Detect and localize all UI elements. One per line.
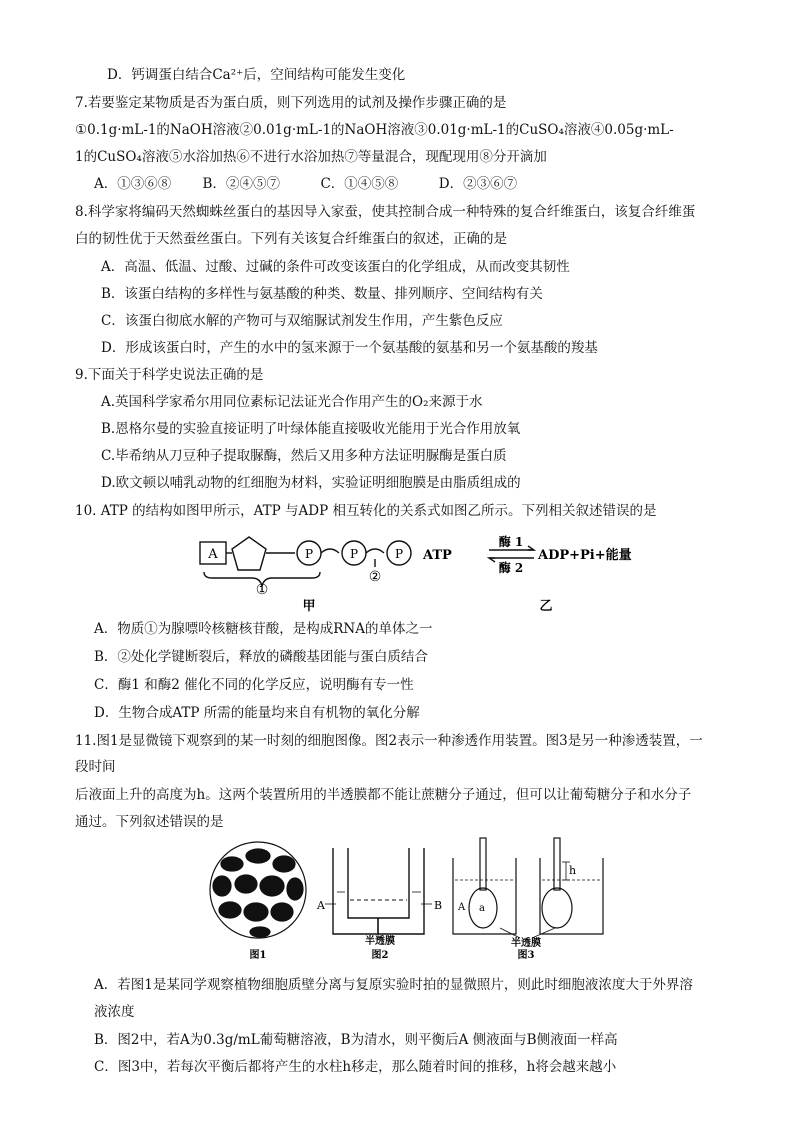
- q10-option-c: C．酶1 和酶2 催化不同的化学反应，说明酶有专一性: [94, 677, 414, 693]
- label-a: A: [317, 899, 325, 912]
- figure-1-microscope: [210, 842, 306, 938]
- caption-fig1: 图1: [249, 950, 267, 961]
- q11-option-a-line1: A．若图1是某同学观察植物细胞质壁分离与复原实验时拍的显微照片，则此时细胞液浓度大于外界溶: [94, 977, 693, 993]
- membrane-label-fig2: 半透膜: [365, 936, 395, 947]
- caption-yi: 乙: [539, 599, 553, 614]
- q10-stem: 10. ATP 的结构如图甲所示，ATP 与ADP 相互转化的关系式如图乙所示。下列相关叙述错误的是: [75, 503, 657, 519]
- q9-option-c: C.毕希纳从刀豆种子提取脲酶，然后又用多种方法证明脲酶是蛋白质: [101, 448, 507, 464]
- caption-jia: 甲: [302, 599, 316, 614]
- figure-3-beakers: [453, 838, 603, 938]
- enzyme-2-label: 酶 2: [498, 561, 524, 575]
- label-h: h: [569, 864, 577, 877]
- q7-stem: 7.若要鉴定某物质是否为蛋白质，则下列选用的试剂及操作步骤正确的是: [75, 95, 507, 111]
- q11-stem-line2: 段时间: [75, 759, 116, 775]
- enzyme-1-label: 酶 1: [498, 535, 524, 549]
- phosphate-label-3: P: [394, 547, 404, 561]
- q10-option-a: A．物质①为腺嘌呤核糖核苷酸，是构成RNA的单体之一: [94, 621, 433, 637]
- q10-option-d: D．生物合成ATP 所需的能量均来自有机物的氧化分解: [94, 705, 420, 721]
- equation-right: ADP+Pi+能量: [538, 548, 632, 563]
- equation-left: ATP: [423, 548, 452, 563]
- q11-stem-line1: 11.图1是显微镜下观察到的某一时刻的细胞图像。图2表示一种渗透作用装置。图3是另一种渗透装置，一: [75, 733, 703, 749]
- marker-2: ②: [368, 569, 382, 585]
- q11-option-b: B．图2中，若A为0.3g/mL葡萄糖溶液，B为清水，则平衡后A 侧液面与B侧液面一样高: [94, 1032, 618, 1048]
- adenine-label: A: [208, 547, 218, 562]
- caption-fig3: 图3: [517, 950, 535, 961]
- caption-fig2: 图2: [371, 950, 389, 961]
- q8-option-a: A．高温、低温、过酸、过碱的条件可改变该蛋白的化学组成，从而改变其韧性: [101, 259, 570, 275]
- q8-option-b: B．该蛋白结构的多样性与氨基酸的种类、数量、排列顺序、空间结构有关: [101, 286, 543, 302]
- osmosis-figure: [0, 834, 794, 969]
- marker-1: ①: [255, 582, 269, 598]
- q9-option-a: A.英国科学家希尔用同位素标记法证光合作用产生的O₂来源于水: [101, 394, 483, 410]
- q9-option-d: D.欧文顿以哺乳动物的红细胞为材料，实验证明细胞膜是由脂质组成的: [101, 475, 521, 491]
- q9-stem: 9.下面关于科学史说法正确的是: [75, 367, 264, 383]
- q8-option-d: D．形成该蛋白时，产生的水中的氢来源于一个氨基酸的氨基和另一个氨基酸的羧基: [101, 340, 598, 356]
- phosphate-label-1: P: [304, 547, 314, 561]
- q8-stem-line1: 8.科学家将编码天然蜘蛛丝蛋白的基因导入家蚕，使其控制合成一种特殊的复合纤维蛋白，该复合纤维蛋: [75, 204, 696, 220]
- q7-options: A．①③⑥⑧ B．②④⑤⑦ C．①④⑤⑧ D．②③⑥⑦: [94, 176, 518, 192]
- q8-option-c: C．该蛋白彻底水解的产物可与双缩脲试剂发生作用，产生紫色反应: [101, 313, 503, 329]
- q11-option-a-line2: 液浓度: [94, 1004, 135, 1020]
- q10-option-b: B．②处化学键断裂后，释放的磷酸基团能与蛋白质结合: [94, 649, 428, 665]
- q9-option-b: B.恩格尔曼的实验直接证明了叶绿体能直接吸收光能用于光合作用放氧: [101, 421, 521, 437]
- q7-items-line1: ①0.1g·mL-1的NaOH溶液②0.01g·mL-1的NaOH溶液③0.01g·mL-1的CuSO₄溶液④0.05g·mL-: [75, 122, 674, 138]
- label-a-fig3: A: [458, 902, 466, 913]
- label-b: B: [434, 899, 443, 912]
- membrane-label-fig3: 半透膜: [511, 938, 541, 949]
- ribose-pentagon: [232, 537, 266, 570]
- q7-items-line2: 1的CuSO₄溶液⑤水浴加热⑥不进行水浴加热⑦等量混合，现配现用⑧分开滴加: [75, 149, 547, 165]
- q11-stem-line3: 后液面上升的高度为h。这两个装置所用的半透膜都不能让蔗糖分子通过，但可以让葡萄糖分子和水分子: [75, 787, 692, 803]
- atp-figure: [0, 532, 794, 632]
- phosphate-label-2: P: [349, 547, 359, 561]
- figure-2-u-tube: [325, 848, 432, 940]
- label-a-inner: a: [479, 903, 485, 914]
- q6-option-d: D．钙调蛋白结合Ca²⁺后，空间结构可能发生变化: [107, 67, 406, 83]
- q8-stem-line2: 白的韧性优于天然蚕丝蛋白。下列有关该复合纤维蛋白的叙述，正确的是: [75, 231, 507, 247]
- q11-option-c: C．图3中，若每次平衡后都将产生的水柱h移走，那么随着时间的推移，h将会越来越小: [94, 1059, 617, 1075]
- q11-stem-line4: 通过。下列叙述错误的是: [75, 814, 224, 830]
